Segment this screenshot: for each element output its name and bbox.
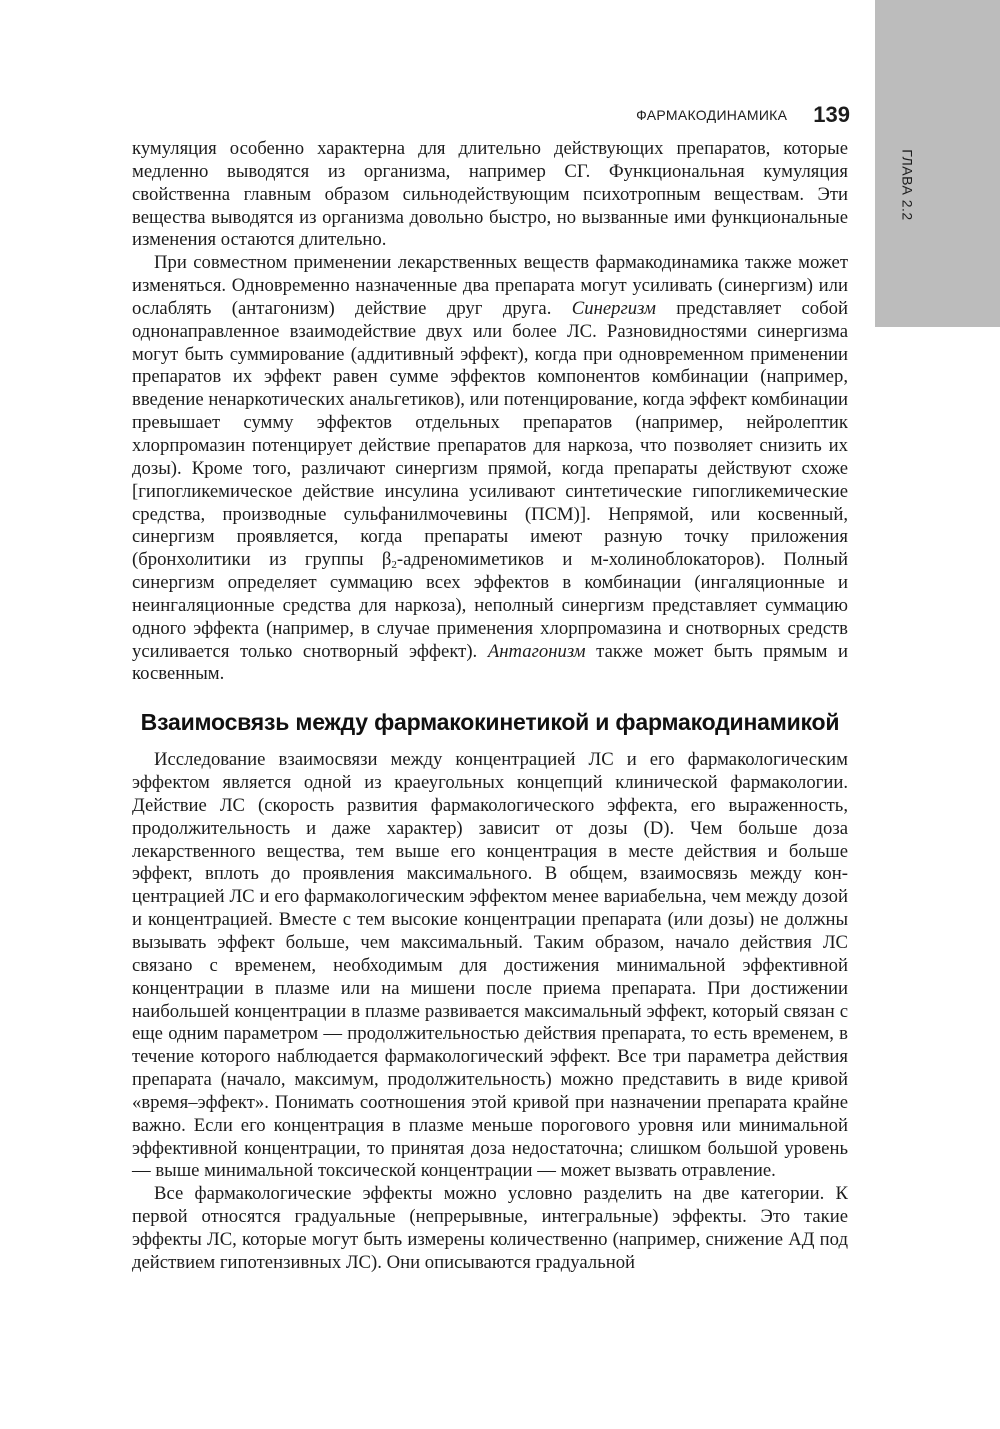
chapter-label	[892, 145, 924, 225]
text-run: представляет собой однонаправленное взаимодействие двух или более ЛС. Разновидностями синергизма могут быть суммирование (аддитивный эффект), когда при одновременном применении препаратов их эффект равен сумме эффектов компонентов комбинации (например, введение ненаркотических анальгетиков), или потенцирование, когда эффект комбинации превышает сумму эффектов отдельных препаратов (например, нейролептик хлорпромазин потенцирует действие препаратов для наркоза, что позволяет снизить их дозы). Кроме того, различают синергизм прямой, когда препараты действуют схоже [гипогликемическое действие инсулина усиливают синтетические гипогликемические средства, производные сульфанилмочевины (ПСМ)]. Непрямой, или косвенный, синергизм проявляется, когда препараты имеют разную точку приложения (бронхолитики из группы β	[132, 297, 848, 571]
term-antagonism: Антагонизм	[487, 640, 586, 662]
paragraph-effect-categories-text: Все фармакологические эффекты можно условно разделить на две категории. К первой относятся градуальные (непрерывные, интегральные) эффекты. Это такие эффекты ЛС, которые могут быть измерены количественно (например, снижение АД под действием гипотензивных ЛС). Они описываются градуальной	[132, 1183, 848, 1273]
running-title: ФАРМАКОДИНАМИКА	[636, 107, 788, 123]
paragraph-interaction	[132, 252, 848, 686]
chapter-label-text: ГЛАВА 2.2	[900, 149, 917, 221]
section-heading: Взаимосвязь между фармакокинетикой и фармакодинамикой	[140, 709, 840, 736]
paragraph-concentration-effect-text: Исследование взаимосвязи между концентрацией ЛС и его фармакологическим эффектом является одной из краеугольных концепций клинической фармакологии. Действие ЛС (скорость развития фармакологического эффекта, его выраженность, продолжительность и даже характер) зависит от дозы (D). Чем больше доза лекарственного вещества, тем выше его концентрация в месте действия и больше эффект, вплоть до проявления максимального. В общем, взаимосвязь между концентрацией ЛС и его фармакологическим эффектом менее вариабельна, чем между дозой и концентрацией. Вместе с тем высокие концентрации препарата (или дозы) не должны вызывать эффект больше, чем максимальный. Таким образом, начало действия ЛС связано с временем, необходимым для достижения минимальной эффективной концентрации в плазме или на мишени после приема препарата. При достижении наибольшей концентрации в плазме развивается максимальный эффект, который связан с еще одним параметром — продолжительностью действия препарата, то есть временем, в течение которого наблюдается фармакологический эффект. Все три параметра действия препарата (начало, максимум, продолжительность) можно представить в виде кривой «время–эффект». Понимать соотношения этой кривой при назначении препарата крайне важно. Если его концентрация в плазме меньше порогового уровня или минимальной эффективной концентрации, то принятая доза недостаточна; слишком большой уровень — выше минимальной токсической концентрации — может вызвать отравление.	[132, 749, 848, 1182]
paragraph-concentration-effect	[132, 749, 848, 1183]
text-run: -адреномиметиков и м-холиноблокаторов). Полный синергизм определяет суммацию всех эффектов в комбинации (ингаляционные и неингаляционные средства для наркоза), неполный синергизм представляет суммацию одного эффекта (например, в случае применения хлорпромазина и снотворных средств усиливается только снотворный эффект).	[132, 549, 848, 662]
text-run: также может быть прямым и косвенным.	[132, 640, 848, 685]
term-synergism: Синергизм	[571, 297, 656, 319]
subscript: 2	[391, 559, 397, 572]
paragraph-cumulation-text: кумуляция особенно характерна для длительно действующих препаратов, которые медленно выводятся из организма, например СГ. Функциональная кумуляция свойственна главным образом сильнодействующим психотропным веществам. Эти вещества выводятся из организма довольно быстро, но вызванные ими функциональные изменения остаются длительно.	[132, 138, 848, 251]
page-body	[132, 138, 848, 1275]
running-head	[560, 102, 850, 128]
paragraph-effect-categories	[132, 1183, 848, 1274]
paragraph-cumulation	[132, 138, 848, 252]
page-number: 139	[813, 102, 850, 127]
text-run: При совместном применении лекарственных веществ фармакодинамика также может изменяться. Одновременно назначенные два препарата могут усиливать (синергизм) или ослаблять (антагонизм) действие друг друга.	[132, 252, 848, 319]
